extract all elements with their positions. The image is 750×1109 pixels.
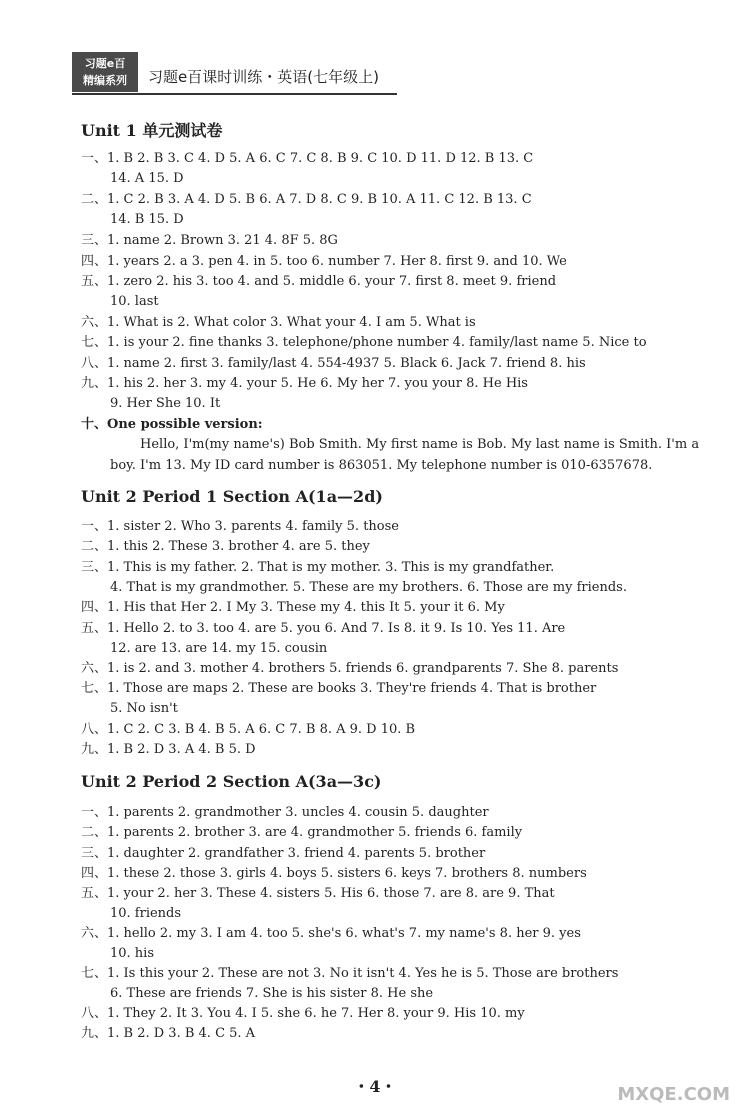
answer-line: 三、1. daughter 2. grandfather 3. friend 4. parents 5. brother	[81, 846, 486, 861]
answer-line: 七、1. Those are maps 2. These are books 3. They're friends 4. That is brother	[81, 681, 597, 696]
answer-line: 五、1. your 2. her 3. These 4. sisters 5. His 6. those 7. are 8. are 9. That	[81, 886, 555, 901]
answer-line: 八、1. name 2. first 3. family/last 4. 554-4937 5. Black 6. Jack 7. friend 8. his	[81, 356, 586, 371]
watermark: MXQE.COM	[617, 1084, 730, 1105]
logo-line-2: 精编系列	[83, 74, 127, 87]
logo-line-1: 习题e百	[84, 57, 126, 70]
answer-line: 四、1. His that Her 2. I My 3. These my 4. this It 5. your it 6. My	[81, 600, 505, 615]
answer-line: 二、1. C 2. B 3. A 4. D 5. B 6. A 7. D 8. C 9. B 10. A 11. C 12. B 13. C	[81, 192, 532, 207]
answer-line: 六、1. is 2. and 3. mother 4. brothers 5. friends 6. grandparents 7. She 8. parents	[81, 661, 619, 676]
section-title-unit1: Unit 1 单元测试卷	[81, 121, 223, 140]
answer-line: 九、1. B 2. D 3. B 4. C 5. A	[81, 1026, 256, 1041]
answer-line: 七、1. Is this your 2. These are not 3. No it isn't 4. Yes he is 5. Those are brothers	[81, 966, 619, 981]
answer-line: 三、1. This is my father. 2. That is my mother. 3. This is my grandfather.	[81, 560, 555, 575]
answer-line: 六、1. hello 2. my 3. I am 4. too 5. she's 6. what's 7. my name's 8. her 9. yes	[81, 926, 581, 941]
answer-line: 五、1. zero 2. his 3. too 4. and 5. middle 6. your 7. first 8. meet 9. friend	[81, 274, 557, 289]
answer-line: Hello, I'm(my name's) Bob Smith. My first name is Bob. My last name is Smith. I'm a	[140, 437, 700, 452]
answer-line: 四、1. these 2. those 3. girls 4. boys 5. sisters 6. keys 7. brothers 8. numbers	[81, 866, 587, 881]
answer-line: 5. No isn't	[110, 701, 178, 716]
section-title-unit2-period1: Unit 2 Period 1 Section A(1a—2d)	[81, 487, 383, 506]
answer-line: 十、One possible version:	[81, 417, 263, 432]
answer-line: 九、1. his 2. her 3. my 4. your 5. He 6. My her 7. you your 8. He His	[81, 376, 528, 391]
answer-line: 八、1. C 2. C 3. B 4. B 5. A 6. C 7. B 8. A 9. D 10. B	[81, 722, 416, 737]
answer-line: 二、1. parents 2. brother 3. are 4. grandmother 5. friends 6. family	[81, 825, 523, 840]
answer-line: 八、1. They 2. It 3. You 4. I 5. she 6. he 7. Her 8. your 9. His 10. my	[81, 1006, 525, 1021]
answer-line: 14. A 15. D	[110, 171, 184, 186]
answer-line: 12. are 13. are 14. my 15. cousin	[110, 641, 328, 656]
section-title-unit2-period2: Unit 2 Period 2 Section A(3a—3c)	[81, 772, 382, 791]
page-header	[72, 50, 379, 94]
answer-line: 一、1. parents 2. grandmother 3. uncles 4. cousin 5. daughter	[81, 805, 489, 820]
header-divider	[72, 93, 397, 95]
answer-line: 五、1. Hello 2. to 3. too 4. are 5. you 6. And 7. Is 8. it 9. Is 10. Yes 11. Are	[81, 621, 566, 636]
answer-line: 10. last	[110, 294, 159, 309]
answer-line: boy. I'm 13. My ID card number is 863051. My telephone number is 010-6357678.	[110, 458, 653, 473]
page-number: ・4・	[353, 1077, 397, 1096]
answer-line: 二、1. this 2. These 3. brother 4. are 5. they	[81, 539, 370, 554]
answer-line: 6. These are friends 7. She is his sister 8. He she	[110, 986, 434, 1001]
answer-line: 六、1. What is 2. What color 3. What your 4. I am 5. What is	[81, 315, 476, 330]
answer-line: 14. B 15. D	[110, 212, 184, 227]
answer-line: 4. That is my grandmother. 5. These are my brothers. 6. Those are my friends.	[110, 580, 627, 595]
answer-line: 四、1. years 2. a 3. pen 4. in 5. too 6. number 7. Her 8. first 9. and 10. We	[81, 254, 567, 269]
series-logo	[72, 52, 138, 92]
answer-line: 七、1. is your 2. fine thanks 3. telephone/phone number 4. family/last name 5. Nice to	[81, 335, 647, 350]
answer-line: 9. Her She 10. It	[110, 396, 221, 411]
answer-line: 九、1. B 2. D 3. A 4. B 5. D	[81, 742, 256, 757]
answer-line: 三、1. name 2. Brown 3. 21 4. 8F 5. 8G	[81, 233, 338, 248]
answer-line: 10. his	[110, 946, 155, 961]
answer-line: 一、1. sister 2. Who 3. parents 4. family 5. those	[81, 519, 399, 534]
book-title: 习题e百课时训练・英语(七年级上)	[148, 67, 379, 86]
answer-line: 10. friends	[110, 906, 182, 921]
answer-line: 一、1. B 2. B 3. C 4. D 5. A 6. C 7. C 8. B 9. C 10. D 11. D 12. B 13. C	[81, 151, 534, 166]
